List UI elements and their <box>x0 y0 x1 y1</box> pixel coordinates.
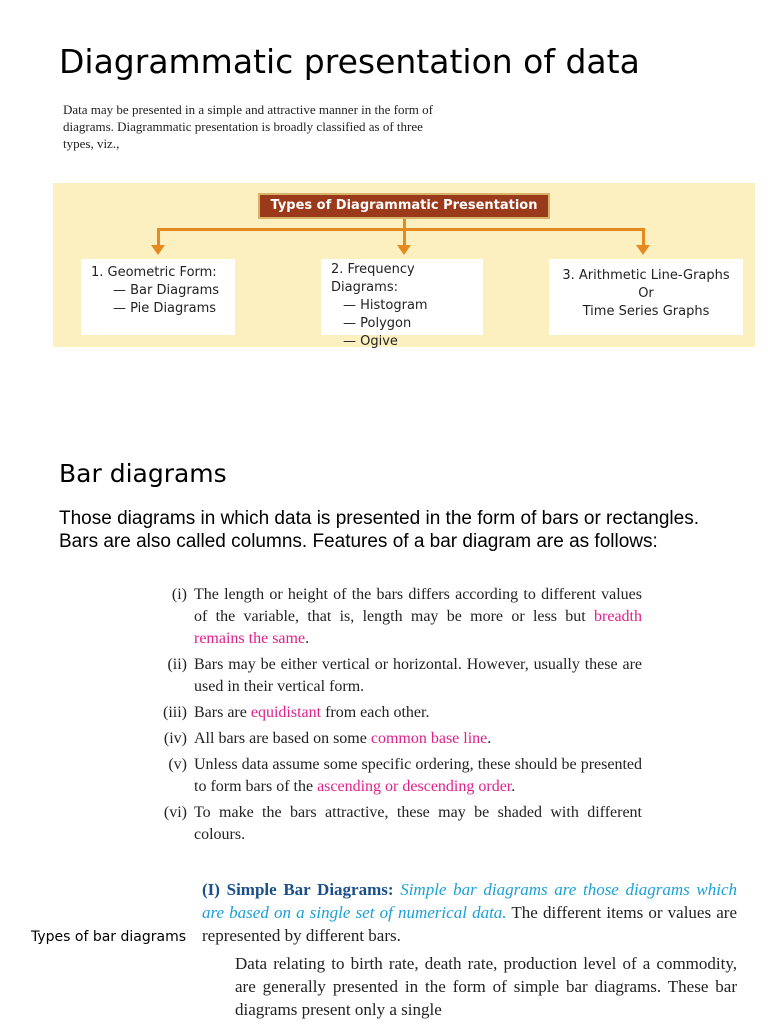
feature-item <box>152 802 642 846</box>
feature-text <box>194 728 642 750</box>
feature-text-part: Bars may be either vertical or horizontal. However, usually these are used in their vertical form. <box>194 656 642 695</box>
feature-text <box>194 802 642 846</box>
diagram-types-flowchart <box>53 183 755 347</box>
line-graphs-box <box>549 259 743 335</box>
feature-item <box>152 728 642 750</box>
feature-number: (iii) <box>163 704 187 721</box>
connector-middle <box>403 228 406 246</box>
simple-bar-diagrams-section <box>202 878 737 1026</box>
box-line: — Bar Diagrams <box>113 283 220 298</box>
feature-text <box>194 654 642 698</box>
lead-paragraph: Those diagrams in which data is presented in the form of bars or rectangles. Bars are also called columns. Features of a bar diagram are as follows: <box>59 508 699 552</box>
feature-text-part: . <box>511 778 516 795</box>
feature-number: (v) <box>168 756 187 773</box>
arrow-down-icon <box>636 245 650 255</box>
geometric-form-box <box>81 259 235 335</box>
feature-text <box>194 584 642 650</box>
connector-left <box>157 228 160 246</box>
feature-highlight: breadth remains the same <box>194 608 642 647</box>
section-heading: Bar diagrams <box>59 459 227 488</box>
feature-highlight: common base line <box>370 730 488 747</box>
feature-number: (ii) <box>167 656 187 673</box>
feature-text-part: Unless data assume some specific ordering, these should be presented to form bars of the <box>194 756 642 795</box>
connector-right <box>642 228 645 246</box>
feature-text-part: . <box>487 730 492 747</box>
simple-number: (I) <box>202 880 220 899</box>
simple-paragraph-1 <box>202 878 737 947</box>
feature-highlight: ascending or descending order <box>317 778 512 795</box>
box-line: 2. Frequency Diagrams: <box>331 262 415 295</box>
box-line: 3. Arithmetic Line-Graphs <box>562 268 730 283</box>
feature-number: (i) <box>171 586 187 603</box>
feature-text-part: . <box>305 630 310 647</box>
feature-text <box>194 702 642 724</box>
feature-number: (vi) <box>163 804 187 821</box>
feature-text-part: To make the bars attractive, these may be shaded with different colours. <box>194 804 642 843</box>
box-line: — Histogram <box>343 298 428 313</box>
feature-item <box>152 754 642 798</box>
arrow-down-icon <box>151 245 165 255</box>
page-title: Diagrammatic presentation of data <box>59 42 640 81</box>
connector-horizontal <box>157 228 645 231</box>
simple-heading: Simple Bar Diagrams: <box>226 880 394 899</box>
box-line: Time Series Graphs <box>582 304 710 319</box>
arrow-down-icon <box>397 245 411 255</box>
features-list <box>152 584 642 850</box>
simple-definition: Simple bar diagrams are those diagrams which are based on a single set of numerical data. <box>202 880 738 922</box>
box-line: — Polygon <box>343 316 412 331</box>
feature-item <box>152 702 642 724</box>
simple-paragraph-2: Data relating to birth rate, death rate, production level of a commodity, are generally presented in the form of simple bar diagrams. These bar diagrams present only a single <box>235 954 737 1019</box>
feature-text-part: from each other. <box>321 704 430 721</box>
frequency-diagrams-box <box>321 259 483 349</box>
flowchart-header: Types of Diagrammatic Presentation <box>258 193 550 219</box>
feature-text <box>194 754 642 798</box>
intro-text: Data may be presented in a simple and attractive manner in the form of diagrams. Diagrammatic presentation is broadly classified as of three types, viz., <box>63 102 433 151</box>
feature-number: (iv) <box>163 730 187 747</box>
box-line: Or <box>638 286 654 301</box>
feature-text-part: Bars are <box>194 704 251 721</box>
feature-item <box>152 584 642 650</box>
box-line: 1. Geometric Form: <box>91 265 217 280</box>
box-line: — Ogive <box>343 334 398 349</box>
feature-highlight: equidistant <box>250 704 322 721</box>
feature-text-part: The length or height of the bars differs according to different values of the variable, that is, length may be more or less but <box>194 586 642 625</box>
box-line: — Pie Diagrams <box>113 301 217 316</box>
side-label: Types of bar diagrams <box>31 929 187 945</box>
feature-text-part: All bars are based on some <box>194 730 371 747</box>
simple-rest: The different items or values are represented by different bars. <box>202 903 737 945</box>
feature-item <box>152 654 642 698</box>
